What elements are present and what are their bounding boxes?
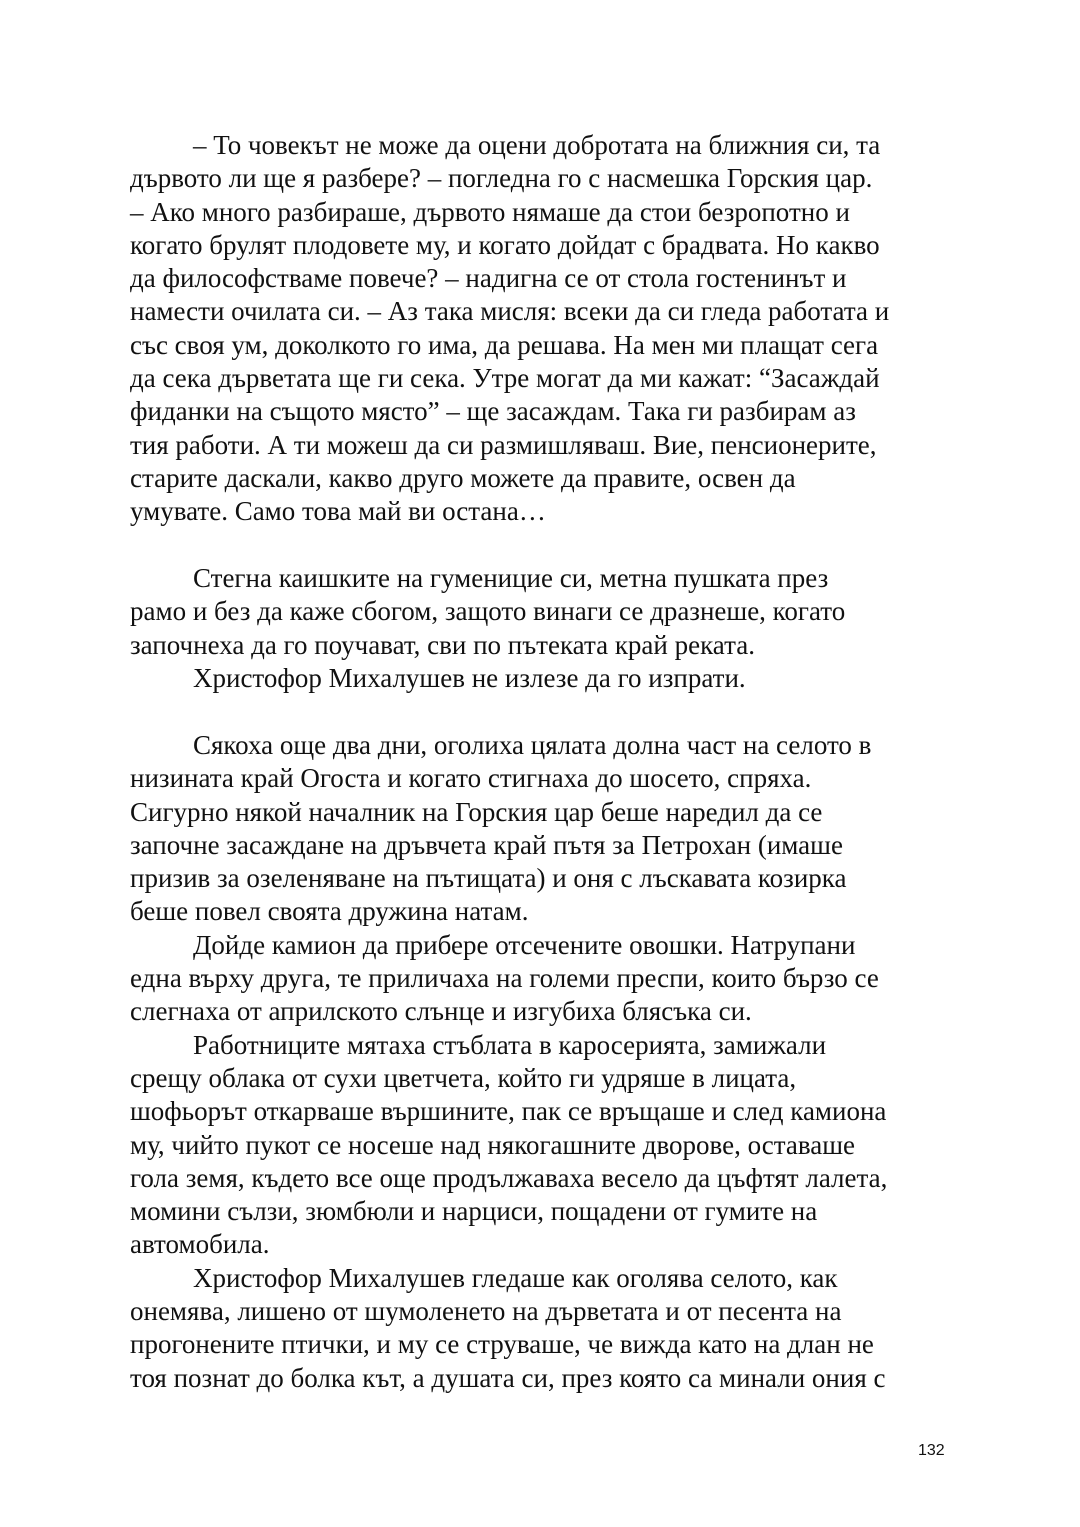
text-line: Стегна каишките на гуменицие си, метна пушката през <box>193 563 829 593</box>
text-line: дървото ли ще я разбере? – погледна го с насмешка Горския цар. <box>130 163 873 194</box>
text-line: гола земя, където все още продължаваха весело да цъфтят лалета, <box>130 1162 888 1193</box>
page-number: 132 <box>918 1442 945 1459</box>
text-line: тоя познат до болка кът, а душата си, през която са минали ония с <box>130 1362 886 1393</box>
text-line: му, чийто пукот се носеше над някогашните дворове, оставаше <box>130 1129 856 1160</box>
text-line: да философстваме повече? – надигна се от стола гостенинът и <box>130 263 847 294</box>
text-line: старите даскали, какво друго можете да правите, освен да <box>130 462 796 493</box>
text-line: срещу облака от сухи цветчета, който ги удряше в лицата, <box>130 1062 797 1093</box>
text-line: намести очилата си. – Аз така мисля: всеки да си гледа работата и <box>130 296 890 327</box>
text-line: да сека дърветата ще ги сека. Утре могат да ми кажат: “Засаждай <box>130 363 880 394</box>
text-line: онемява, лишено от шумоленето на дърветата и от песента на <box>130 1296 842 1327</box>
text-line: – То човекът не може да оцени добротата на ближния си, та <box>193 130 881 160</box>
text-line: рамо и без да каже сбогом, защото винаги се дразнеше, когато <box>130 596 846 627</box>
text-line: слегнаха от априлското слънце и изгубиха блясъка си. <box>130 996 752 1027</box>
text-line: автомобила. <box>130 1229 270 1260</box>
text-line: шофьорът откарваше вършините, пак се връщаше и след камиона <box>130 1096 887 1127</box>
text-line: – Ако много разбираше, дървото нямаше да стои безропотно и <box>130 196 850 227</box>
dialogue-passage <box>130 129 950 529</box>
text-line: Христофор Михалушев не излезе да го изпрати. <box>193 662 746 693</box>
text-line: низината край Огоста и когато стигнаха до шосето, спряха. <box>130 763 812 794</box>
text-line: със своя ум, доколкото го има, да решава. На мен ми плащат сега <box>130 329 879 360</box>
cutting-passage <box>130 729 950 1395</box>
text-line: започне засаждане на дръвчета край пътя за Петрохан (имаше <box>130 829 843 860</box>
text-line: една върху друга, те приличаха на големи преспи, които бързо се <box>130 963 879 994</box>
text-line: момини сълзи, зюмбюли и нарциси, пощадени от гумите на <box>130 1196 818 1227</box>
text-line: Работниците мятаха стъблата в каросерията, замижали <box>193 1029 827 1060</box>
text-line: когато брулят плодовете му, и когато дойдат с брадвата. Но какво <box>130 229 880 260</box>
text-line: Сякоха още два дни, оголиха цялата долна част на селото в <box>193 730 872 760</box>
departure-passage <box>130 562 950 695</box>
text-line: призив за озеленяване на пътищата) и оня с лъскавата козирка <box>130 863 847 894</box>
text-line: Дойде камион да прибере отсечените овошки. Натрупани <box>193 929 856 960</box>
text-line: фиданки на същото място” – ще засаждам. Така ги разбирам аз <box>130 396 856 427</box>
text-line: започнеха да го поучават, сви по пътеката край реката. <box>130 629 755 660</box>
text-line: тия работи. А ти можеш да си размишляваш. Вие, пенсионерите, <box>130 429 877 460</box>
text-line: беше повел своята дружина натам. <box>130 896 529 927</box>
text-line: прогонените птички, и му се струваше, че вижда като на длан не <box>130 1329 874 1360</box>
text-line: умувате. Само това май ви остана… <box>130 496 546 527</box>
text-line: Сигурно някой началник на Горския цар беше наредил да се <box>130 796 823 827</box>
text-line: Христофор Михалушев гледаше как оголява селото, как <box>193 1262 838 1293</box>
